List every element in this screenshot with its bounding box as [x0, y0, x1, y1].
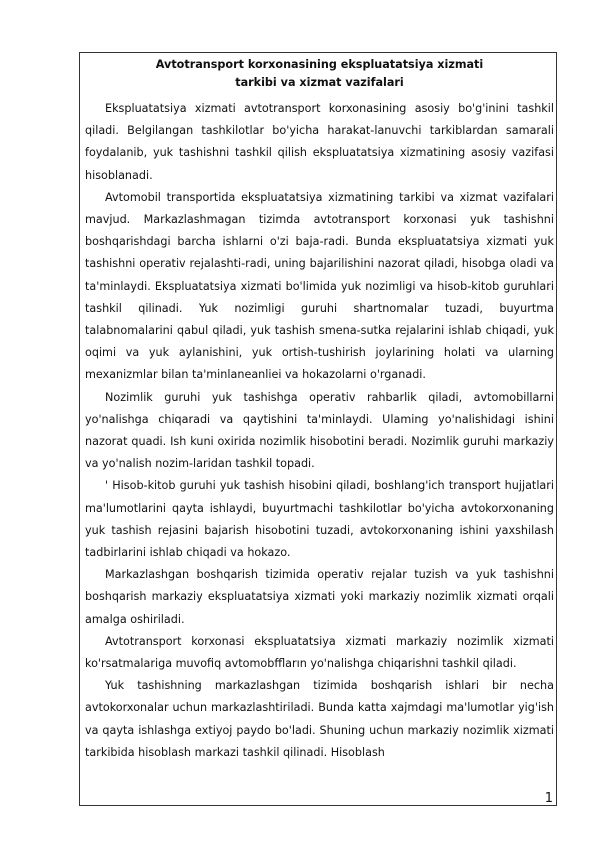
- paragraph-5: Markazlashgan boshqarish tizimida operativ rejalar tuzish va yuk tashishni boshqarish markaziy ekspluatatsiya xizmati yoki markaziy nozimlik xizmati orqali amalga oshiriladi.: [85, 568, 554, 626]
- document-title: [85, 56, 554, 92]
- title-line-2: tarkibi va xizmat vazifalari: [235, 76, 404, 89]
- paragraph-1: Ekspluatatsiya xizmati avtotransport korxonasining asosiy bo'g'inini tashkil qiladi. Belgilangan tashkilotlar bo'yicha harakat-lanuvchi tarkiblardan samarali foydalanib, yuk tashishni tashkil qilish ekspluatatsiya xizmatining asosiy vazifasi hisoblanadi.: [85, 102, 554, 182]
- paragraph-7: Yuk tashishning markazlashgan tizimida boshqarish ishlari bir necha avtokorxonalar uchun markazlashtiriladi. Bunda katta xajmdagi ma'lumotlar yig'ish va qayta ishlashga extiyoj paydo bo'ladi. Shuning uchun markaziy nozimlik xizmati tarkibida hisoblash markazi tashkil qilinadi. Hisoblash: [85, 679, 554, 759]
- paragraph-2: Avtomobil transportida ekspluatatsiya xizmatining tarkibi va xizmat vazifalari mavjud. Markazlashmagan tizimda avtotransport korxonasi yuk tashishni boshqarishdagi barcha ishlarni o'zi baja-radi. Bunda ekspluatatsiya xizmati yuk tashishni operativ rejalashti-radi, uning bajarilishini nazorat qiladi, hisobga oladi va ta'minlaydi. Ekspluatatsiya xizmati bo'limida yuk nozimligi va hisob-kitob guruhlari tashkil qilinadi. Yuk nozimligi guruhi shartnomalar tuzadi, buyurtma talabnomalarini qabul qiladi, yuk tashish smena-sutka rejalarini ishlab chiqadi, yuk oqimi va yuk aylanishini, yuk ortish-tushirish joylarining holati va ularning mexanizmlar bilan ta'minlaneanliei va hokazolarni o'rganadi.: [85, 190, 554, 382]
- page-number: 1: [544, 791, 553, 806]
- title-line-1: Avtotransport korxonasining ekspluatatsiya xizmati: [155, 58, 484, 71]
- document-body: [85, 56, 554, 764]
- paragraph-6: Avtotransport korxonasi ekspluatatsiya xizmati markaziy nozimlik xizmati ko'rsatmalariga muvofiq avtomobffların yo'nalishga chiqarishni tashkil qiladi.: [85, 634, 554, 671]
- paragraph-3: Nozimlik guruhi yuk tashishga operativ rahbarlik qiladi, avtomobillarni yo'nalishga chiqaradi va qaytishini ta'minlaydi. Ulaming yo'nalishidagi ishini nazorat quadi. Ish kuni oxirida nozimlik hisobotini beradi. Nozimlik guruhi markaziy va yo'nalish nozim-laridan tashkil topadi.: [85, 390, 554, 471]
- paragraph-4: ' Hisob-kitob guruhi yuk tashish hisobini qiladi, boshlang'ich transport hujjatlari ma'lumotlarini qayta ishlaydi, buyurtmachi tashkilotlar bo'yicha avtokorxonaning yuk tashish rejasini bajarish hisobotini tuzadi, avtokorxonaning ishini yaxshilash tadbirlarini ishlab chiqadi va hokazo.: [85, 479, 554, 560]
